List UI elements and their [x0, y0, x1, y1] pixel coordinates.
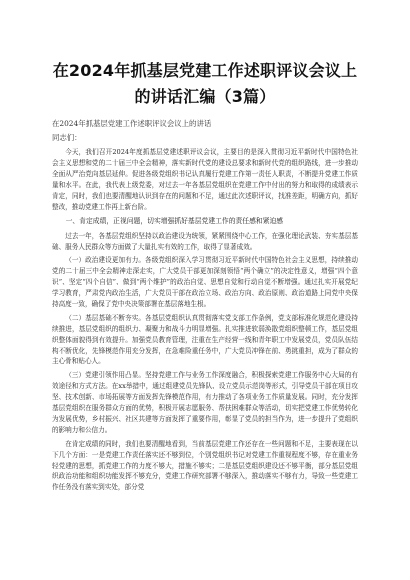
section-heading-1: 一、肯定成绩，正视问题，切实增强抓好基层党建工作的责任感和紧迫感: [65, 217, 284, 226]
speech-subtitle: 在2024年抓基层党建工作述职评议会议上的讲话: [52, 119, 212, 128]
salutation: 同志们：: [52, 133, 82, 142]
document-title: 在2024年抓基层党建工作述职评议会议上的讲话汇编（3篇）: [52, 61, 358, 106]
subsection-leadership: （三）党建引领作用凸显。坚持党建工作与业务工作深度融合，积极探索党建工作服务中心大局的有效途径和方式方法。在xx举措中，通过组建党员先锋队、设立党员示范岗等形式，引导党员干部在项目攻坚、技术创新、市场拓展等方面发挥先锋模范作用，有力推动了各项业务工作质量发展。同时，充分发挥基层党组织在服务群众方面的优势，积极开展志愿服务、帮扶困难群众等活动，切实把党建工作优势转化为发展优势，乡村振兴、社区共建等方面发挥了重要作用，彰显了党员的担当作为，进一步提升了党组织的影响力和公信力。: [52, 371, 358, 434]
section-intro-paragraph: 过去一年，各基层党组织坚持以政治建设为统领，紧紧围绕中心工作，在强化理论武装、夯实基层基础、服务人民群众等方面做了大量扎实有效的工作，取得了显著成效。: [52, 232, 358, 252]
subsection-foundation: （二）基层基础不断夯实。各基层党组织认真贯彻落实党支部工作条例，党支部标准化规范化建设持续推进，基层党组织的组织力、凝聚力和战斗力明显增强。扎实推进软弱涣散党组织整顿工作，基层党组织整体面貌得到有效提升。加强党员教育管理，注重在生产经营一线和青年职工中发展党员，党员队伍结构不断优化，先锋模范作用充分发挥，在急难险重任务中，广大党员冲锋在前、勇挑重担，成为了群众的主心骨和贴心人。: [52, 313, 358, 366]
subsection-political: （一）政治建设更加有力。各级党组织深入学习贯彻习近平新时代中国特色社会主义思想，持续推动党的二十届三中全会精神走深走实，广大党员干部更加深刻领悟“两个确立”的决定性意义，增强“四个意识”、坚定“四个自信”、做到“两个维护”的政治自觉、思想自觉和行动自觉不断增强。通过扎实开展党纪学习教育，严肃党内政治生活，广大党员干部在政治立场、政治方向、政治原则、政治道路上同党中央保持高度一致，确保了党中央决策部署在基层落地生根。: [52, 256, 358, 308]
closing-paragraph: 在肯定成绩的同时，我们也要清醒地看到，当前基层党建工作还存在一些问题和不足，主要表现在以下几个方面：一是党建工作责任落实还不够到位，个别党组织书记对党建工作重视程度不够，存在重业务轻党建的思想，抓党建工作的力度不够大，措施不够实；二是基层党组织建设还不够平衡，部分基层党组织政治功能和组织功能发挥不够充分，党建工作研究部署不够深入，推动落实不够有力，导致一些党建工作任务没有落实到实处，部分党: [52, 439, 358, 492]
intro-paragraph: 今天，我们召开2024年度抓基层党建述职评议会议，主要目的是深入贯彻习近平新时代中国特色社会主义思想和党的二十届三中全会精神，落实新时代党的建设总要求和新时代党的组织路线，进一步推动全面从严治党向基层延伸。促进各级党组织书记认真履行党建工作第一责任人职责，不断提升党建工作质量和水平。在此，我代表上级党委，对过去一年各基层党组织在党建工作中付出的努力和取得的成绩表示肯定，同时，我们也要清醒地认识到存在的问题和不足，通过此次述职评议，找准差距，明确方向，抓好整改，推动党建工作再上新台阶。: [52, 148, 358, 211]
